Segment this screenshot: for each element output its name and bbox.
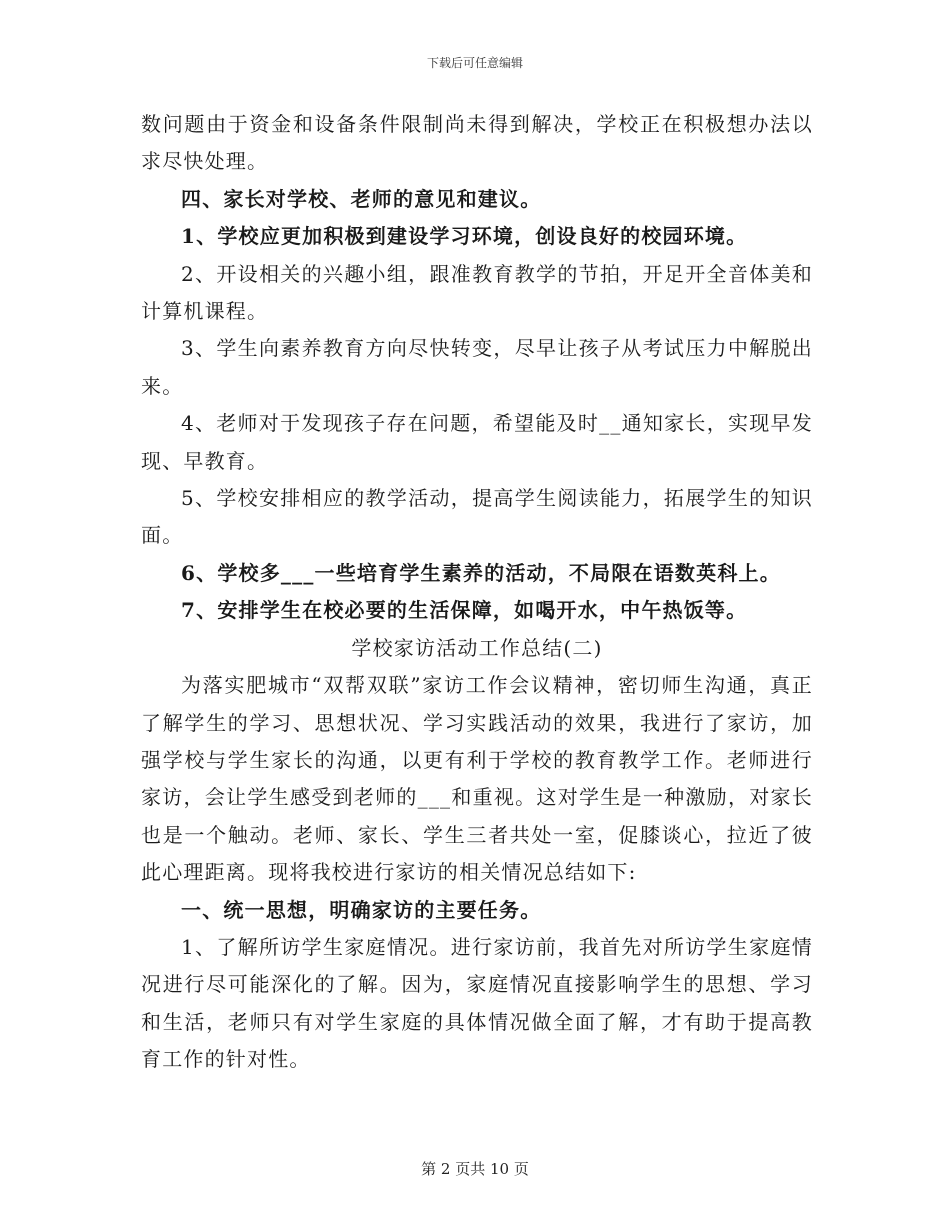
document-title: 学校家访活动工作总结(二) [351, 635, 603, 660]
document-body [141, 106, 813, 1079]
paragraph-continuation: 数问题由于资金和设备条件限制尚未得到解决，学校正在积极想办法以求尽快处理。 [141, 112, 813, 174]
intro-paragraph: 为落实肥城市“双帮双联”家访工作会议精神，密切师生沟通，真正了解学生的学习、思想状况、学习实践活动的效果，我进行了家访，加强学校与学生家长的沟通，以更有利于学校的教育教学工作。老师进行家访，会让学生感受到老师的___和重视。这对学生是一种激励，对家长也是一个触动。老师、家长、学生三者共处一室，促膝谈心，拉近了彼此心理距离。现将我校进行家访的相关情况总结如下: [141, 673, 813, 885]
section-heading-unify-thinking: 一、统一思想，明确家访的主要任务。 [181, 897, 542, 922]
suggestion-item-7: 7、安排学生在校必要的生活保障，如喝开水，中午热饭等。 [181, 598, 748, 623]
suggestion-item-3: 3、学生向素养教育方向尽快转变，尽早让孩子从考试压力中解脱出来。 [141, 336, 813, 398]
suggestion-item-4: 4、老师对于发现孩子存在问题，希望能及时__通知家长，实现早发现、早教育。 [141, 411, 813, 473]
section-heading-parent-suggestions: 四、家长对学校、老师的意见和建议。 [181, 186, 542, 211]
task-item-1: 1、了解所访学生家庭情况。进行家访前，我首先对所访学生家庭情况进行尽可能深化的了解。因为，家庭情况直接影响学生的思想、学习和生活，老师只有对学生家庭的具体情况做全面了解，才有助于提高教育工作的针对性。 [141, 934, 813, 1072]
page-footer: 第 2 页共 10 页 [421, 1160, 529, 1178]
suggestion-item-1: 1、学校应更加积极到建设学习环境，创设良好的校园环境。 [181, 224, 748, 249]
suggestion-item-6: 6、学校多___一些培育学生素养的活动，不局限在语数英科上。 [181, 560, 781, 585]
page-header: 下载后可任意编辑 [426, 56, 523, 70]
suggestion-item-2: 2、开设相关的兴趣小组，跟准教育教学的节拍，开足开全音体美和计算机课程。 [141, 261, 813, 324]
suggestion-item-5: 5、学校安排相应的教学活动，提高学生阅读能力，拓展学生的知识面。 [141, 486, 813, 548]
